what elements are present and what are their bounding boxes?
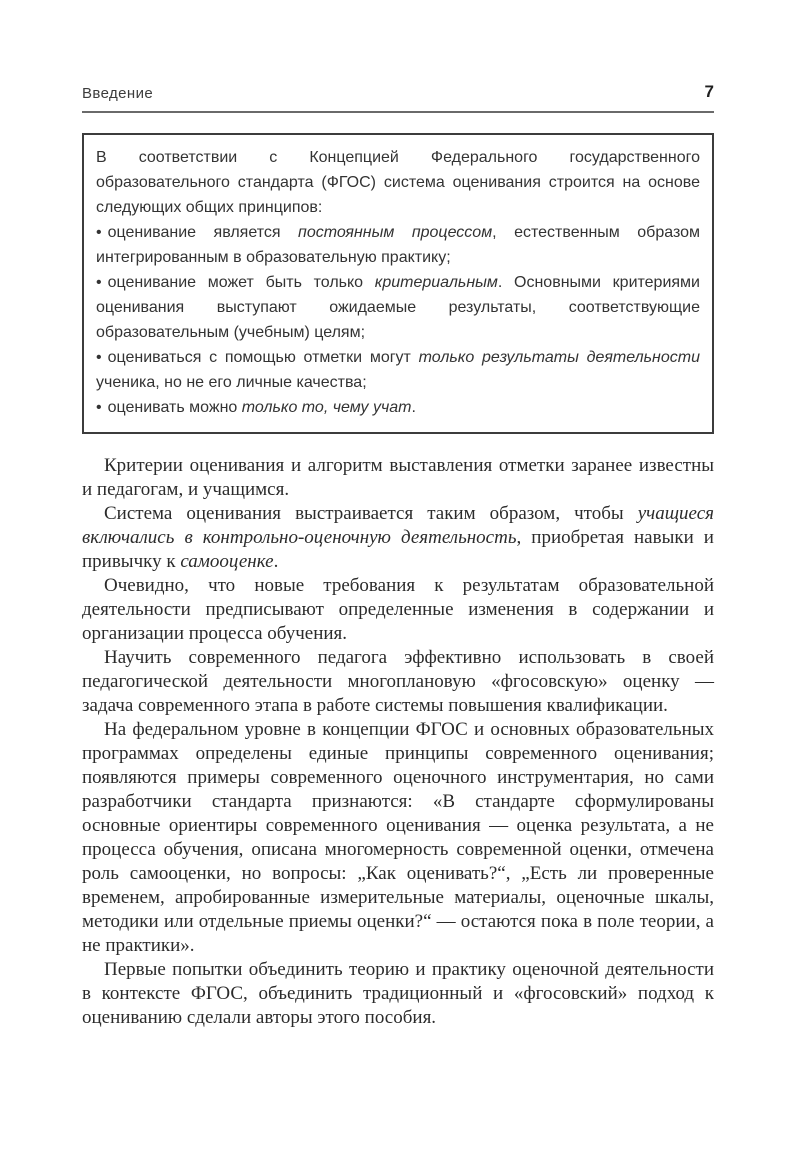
body-paragraph: Научить современного педагога эффективно использовать в своей педагогической деятельности многоплановую «фгосовскую» оценку — задача современного этапа в работе системы повышения квалификации. xyxy=(82,647,714,716)
bullet-icon: • xyxy=(96,274,102,291)
body-paragraph: На федеральном уровне в концепции ФГОС и основных образовательных программах определены единые принципы современного оценивания; появляются примеры современного оценочного инструментария, но сами разработчики стандарта признаются: «В стандарте сформулированы основные ориентиры современного оценивания — оценка результата, а не процесса обучения, описана многомерность современной оценки, отмечена роль самооценки, но вопросы: „Как оценивать?“, „Есть ли проверенные временем, апробированные измерительные материалы, оценочные шкалы, методики или отдельные приемы оценки?“ — остаются пока в поле теории, а не практики». xyxy=(82,719,714,956)
box-bullet-item xyxy=(96,220,700,270)
body-paragraph: Очевидно, что новые требования к результатам образовательной деятельности предписывают определенные изменения в содержании и организации процесса обучения. xyxy=(82,575,714,644)
body-paragraph: Система оценивания выстраивается таким образом, чтобы учащиеся включались в контрольно-оценочную деятельность, приобретая навыки и привычку к самооценке. xyxy=(82,503,714,572)
box-intro-paragraph: В соответствии с Концепцией Федерального государственного образовательного стандарта (ФГОС) система оценивания строится на основе следующих общих принципов: xyxy=(96,149,700,216)
bullet-icon: • xyxy=(96,399,102,416)
bullet-icon: • xyxy=(96,224,102,241)
page-content xyxy=(82,0,714,1030)
bullet-text: оцениваться с помощью отметки могут только результаты деятельности ученика, но не его личные качества; xyxy=(96,349,700,391)
bullet-text: оценивание является постоянным процессом, естественным образом интегрированным в образовательную практику; xyxy=(96,224,701,266)
bullet-icon: • xyxy=(96,349,102,366)
body-text xyxy=(82,454,714,1030)
box-bullet-item xyxy=(96,395,700,420)
running-header xyxy=(82,82,714,113)
box-bullet-item xyxy=(96,270,700,345)
body-paragraph: Первые попытки объединить теорию и практику оценочной деятельности в контексте ФГОС, объединить традиционный и «фгосовский» подход к оцениванию сделали авторы этого пособия. xyxy=(82,959,714,1028)
chapter-title: Введение xyxy=(82,85,154,102)
body-paragraph: Критерии оценивания и алгоритм выставления отметки заранее известны и педагогам, и учащимся. xyxy=(82,455,714,500)
page-number: 7 xyxy=(704,82,714,101)
bullet-text: оценивать можно только то, чему учат. xyxy=(107,399,416,416)
principles-box xyxy=(82,133,714,434)
box-bullet-item xyxy=(96,345,700,395)
bullet-text: оценивание может быть только критериальным. Основными критериями оценивания выступают ожидаемые результаты, соответствующие образовательным (учебным) целям; xyxy=(96,274,700,341)
